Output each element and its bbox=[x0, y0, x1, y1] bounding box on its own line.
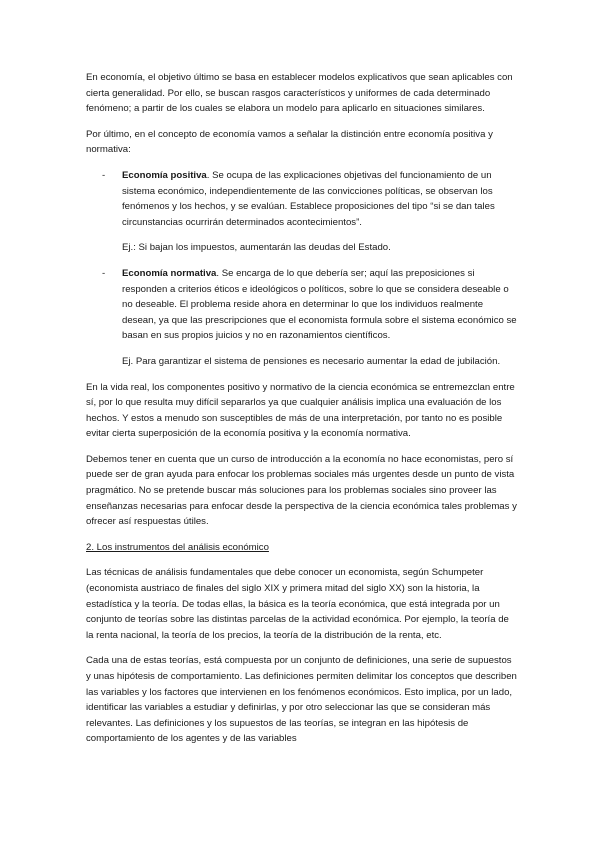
paragraph-analysis-techniques: Las técnicas de análisis fundamentales que debe conocer un economista, según Schumpeter (economista austriaco de finales del siglo XIX y primera mitad del siglo XX) son la historia, la estadística y la teoría. De todas ellas, la básica es la teoría económica, que está integrada por un conjunto de teorías sobre las distintas parcelas de la actividad económica. Por ejemplo, la teoría de la renta nacional, la teoría de los precios, la teoría de la distribución de la renta, etc. bbox=[86, 567, 509, 641]
term-positive-economics: Economía positiva bbox=[122, 169, 207, 181]
paragraph-economic-models: En economía, el objetivo último se basa en establecer modelos explicativos que sean aplicables con cierta generalidad. Por ello, se buscan rasgos característicos y uniformes de cada determinado fenómeno; a partir de los cuales se elabora un modelo para aplicarlo en situaciones similares. bbox=[86, 72, 513, 115]
bullet-dash: - bbox=[102, 169, 106, 181]
example-positive: Ej.: Si bajan los impuestos, aumentarán las deudas del Estado. bbox=[122, 242, 391, 254]
bullet-normative-economics bbox=[86, 266, 519, 344]
term-normative-economics: Economía normativa bbox=[122, 267, 217, 279]
bullet-positive-economics bbox=[86, 168, 519, 230]
paragraph-theory-composition: Cada una de estas teorías, está compuesta por un conjunto de definiciones, una serie de supuestos y unas hipótesis de comportamiento. Las definiciones permiten delimitar los conceptos que describen las variables y los factores que intervienen en los fenómenos económicos. Esto implica, por un lado, identificar las variables a estudiar y definirlas, y por otro seleccionar las que se consideran más relevantes. Las definiciones y los supuestos de las teorías, se integran en las hipótesis de comportamiento de los agentes y de las variables bbox=[86, 655, 517, 745]
bullet-text: . Se ocupa de las explicaciones objetivas del funcionamiento de un sistema económico, independientemente de las convicciones políticas, se observan los fenómenos y los hechos, y se evalúan. Establece proposiciones del tipo “si se dan tales circunstancias ocurrirán determinados acontecimientos”. bbox=[122, 169, 495, 228]
bullet-dash: - bbox=[102, 267, 106, 279]
section-heading: 2. Los instrumentos del análisis económico bbox=[86, 541, 269, 553]
paragraph-positive-normative-intro: Por último, en el concepto de economía vamos a señalar la distinción entre economía positiva y normativa: bbox=[86, 128, 493, 156]
paragraph-real-life: En la vida real, los componentes positivo y normativo de la ciencia económica se entremezclan entre sí, por lo que resulta muy difícil separarlos ya que cualquier análisis implica una evaluación de los hechos. Y estos a menudo son susceptibles de más de una interpretación, por tanto no es posible evitar cierta superposición de la economía positiva y la economía normativa. bbox=[86, 381, 515, 440]
bullet-text: . Se encarga de lo que debería ser; aquí las preposiciones si responden a criterios éticos e ideológicos o políticos, sobre lo que se considera deseable o no deseable. El problema reside ahora en determinar lo que los individuos realmente desean, ya que las prescripciones que el economista formula sobre el sistema económico se basan en sus propios juicios y no en razonamientos científicos. bbox=[122, 267, 517, 342]
paragraph-course-purpose: Debemos tener en cuenta que un curso de introducción a la economía no hace economistas, pero sí puede ser de gran ayuda para enfocar los problemas sociales más urgentes desde un punto de vista pragmático. No se pretende buscar más soluciones para los problemas sociales sino proveer las enseñanzas necesarias para enfocar desde la perspectiva de la ciencia económica tales problemas y ofrecer así respuestas útiles. bbox=[86, 453, 517, 528]
example-normative: Ej. Para garantizar el sistema de pensiones es necesario aumentar la edad de jubilación. bbox=[122, 355, 501, 367]
